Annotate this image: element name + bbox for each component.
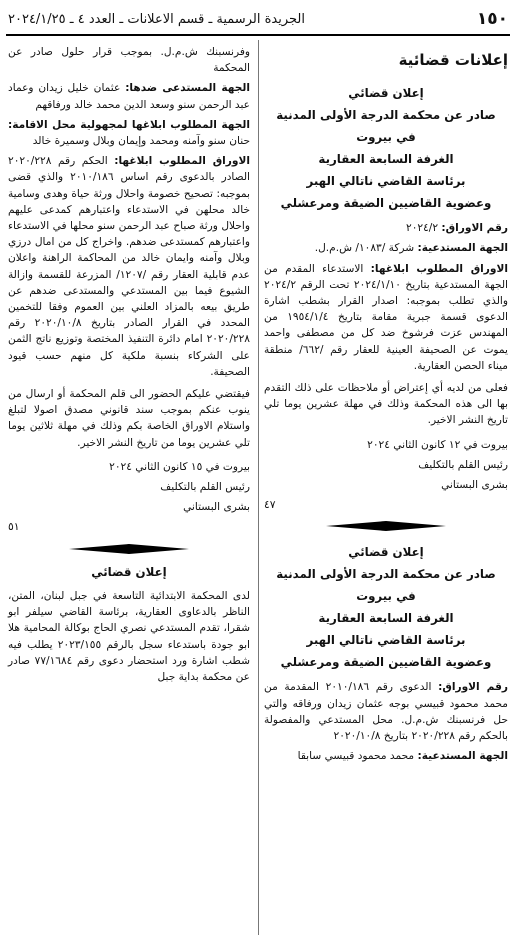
notice-3-text: لدى المحكمة الابتدائية التاسعة في جبل لبنان، المتن، الناظر بالدعاوى العقارية، برئاسة القاضي سيلفر ابو شقرا، تقدم المستدعي نصري الحاج بوكالة المحامية هلا ابو جودة باستدعاء سجل بالرقم ٢٠٢٣/١٥٥ يطلب فيه شطب اشارة ورد استحضار دعوى رقم ٧٧/١٦٨٤ صادر عن محكمة بداية جبل — [8, 589, 250, 683]
defendant-value: عثمان خليل زيدان وعماد عبد الرحمن سنو وسعد الدين محمد خالد ورفاقهم — [8, 82, 250, 111]
notice-number: ٤٧ — [264, 498, 276, 512]
notice-date: بيروت في ١٥ كانون الثاني ٢٠٢٤ — [109, 460, 250, 473]
file-text: الدعوى رقم ٢٠١٠/١٨٦ المقدمة من محمد محمود قبيسي بوجه عثمان زيدان ورفاقه والتي حل فرنسبنك ش.م.ل. محل المستدعي والمفصولة بالحكم رقم ٢٠٢٠/٢٢٨ بتاريخ ٢٠٢٠/١٠/٨ — [264, 681, 508, 743]
left-column — [8, 44, 250, 689]
ornament-diamond-icon — [326, 521, 446, 531]
instruction-text: فيقتضي عليكم الحضور الى قلم المحكمة أو ارسال من ينوب عنكم بموجب سند قانوني مصدق اصولا لتبلغ واستلام الاوراق الخاصة بكم وذلك في مهلة ثلاثين يوما تلي عشرين يوما من تاريخ النشر الاخير. — [8, 388, 250, 449]
file-label: رقم الاوراق: — [441, 222, 508, 235]
right-column — [264, 44, 508, 768]
title-line: الغرفة السابعة العقارية — [318, 611, 454, 626]
title-line: في بيروت — [356, 589, 416, 604]
title-line: إعلان قضائي — [348, 86, 424, 101]
title-line: صادر عن محكمة الدرجة الأولى المدنية — [276, 108, 496, 123]
title-line: برئاسة القاضي ناتالي الهبر — [306, 633, 466, 648]
served-party — [8, 117, 250, 149]
title-line: برئاسة القاضي ناتالي الهبر — [306, 174, 466, 189]
file-value: ٢٠٢٤/٢ — [406, 222, 439, 235]
plaintiff-label: الجهة المستدعية: — [417, 242, 508, 255]
title-line: الغرفة السابعة العقارية — [318, 152, 454, 167]
notice-2-title — [264, 541, 508, 673]
title-line: في بيروت — [356, 130, 416, 145]
page-number: ١٥٠ — [476, 9, 508, 29]
title-line: صادر عن محكمة الدرجة الأولى المدنية — [276, 567, 496, 582]
plaintiff — [264, 240, 508, 256]
file-label: رقم الاوراق: — [438, 681, 508, 694]
separator-ornament — [264, 521, 508, 531]
ornament-diamond-icon — [69, 544, 189, 554]
objection-text: فعلى من لديه أي إعتراض أو ملاحظات على ذلك التقدم بها الى هذه المحكمة وذلك في مهلة عشرين يوما تلي تاريخ النشر الاخير. — [264, 382, 508, 427]
continued-text: وفرنسبنك ش.م.ل. بموجب قرار حلول صادر عن المحكمة — [8, 46, 250, 75]
column-divider — [258, 40, 259, 935]
defendant-label: الجهة المستدعى ضدها: — [125, 82, 250, 95]
plaintiff-value: شركة /١٠٨٣/ ش.م.ل. — [314, 242, 415, 255]
signer-name: بشرى البستاني — [441, 479, 508, 492]
notice-number: ٥١ — [8, 520, 20, 534]
file-number — [264, 679, 508, 744]
signer-name: بشرى البستاني — [183, 501, 250, 514]
defendant — [8, 80, 250, 112]
notice-3 — [8, 564, 250, 685]
section-heading: إعلانات قضائية — [398, 51, 508, 69]
served-text: الاستدعاء المقدم من الجهة المستدعية بتاريخ ٢٠٢٤/١/١٠ تحت الرقم ٢٠٢٤/٢ والذي تطلب بموجبه: اصدار القرار بشطب اشارة الدعوى قسمة جبرية مقامة بتاريخ ١٩٥٤/١/٤ من المهندس عزت فرشوخ ضد كل من مصطفى واحمد يموت عن الصحيفة العينية للعقار رقم /٦٦٢/ منطقة ميناء الحصن العقارية. — [264, 262, 508, 372]
served-papers-label: الاوراق المطلوب ابلاغها: — [114, 155, 251, 168]
separator-ornament — [8, 544, 250, 554]
served-label: الاوراق المطلوب ابلاغها: — [370, 262, 508, 275]
served-party-label: الجهة المطلوب ابلاغها لمجهولية محل الاقامة: — [8, 118, 250, 131]
header-rule — [6, 34, 510, 36]
notice-1-title — [264, 82, 508, 214]
page-header — [8, 8, 508, 30]
title-line: وعضوية القاضيين الضيقة ومرعشلي — [280, 196, 492, 211]
journal-title: الجريدة الرسمية ـ قسم الاعلانات ـ العدد ٤ ـ ٢٠٢٤/١/٢٥ — [8, 11, 305, 27]
file-number — [264, 220, 508, 236]
served-papers — [8, 153, 250, 380]
notice-date: بيروت في ١٢ كانون الثاني ٢٠٢٤ — [367, 438, 508, 451]
served-papers-text: الحكم رقم ٢٠٢٠/٢٢٨ الصادر بالدعوى رقم اساس ٢٠١٠/١٨٦ والذي قضى بموجبه: تصحيح خصومة واحلال ورثة حياة وهدى وسامية خالد محلهن في الاستدعاء واعتبارهم كمدعى عليهم واحلال ورثة صباح عبد الرحمن سنو محلها في الاستدعاء واعتبارهم كمستدعى ضدهم. واخراج كل من امال درزي وبلال وآمنه وايمان خالد من المحاكمة الراهنة واعلان عدم قابلية العقار رقم /١٢٠٧/ المزرعة للقسمة وازالة الشيوع فيما بين المستدعي والمستدعى ضدهم عن طريق بيعه بالمزاد العلني بين العموم وفقا للتخمين المحدد في القرار الصادر بتاريخ ٢٠٢٠/١٠/٨ رقم ٢٠٢٠/٢٢٨ امام دائرة التنفيذ المختصة وتوزيع ناتج الثمن على الشركاء بنسبة ملكية كل منهم حسب قيود الصحيفة. — [8, 155, 250, 378]
notice-2 — [264, 541, 508, 764]
notice-1 — [264, 82, 508, 513]
served-papers — [264, 261, 508, 374]
plaintiff-label: الجهة المستدعية: — [417, 750, 508, 763]
signer-title: رئيس القلم بالتكليف — [160, 481, 250, 494]
title-line: وعضوية القاضيين الضيقة ومرعشلي — [280, 655, 492, 670]
title-line: إعلان قضائي — [348, 545, 424, 560]
signer-title: رئيس القلم بالتكليف — [418, 458, 508, 471]
served-party-value: حنان سنو وآمنه ومحمد وإيمان وبلال وسميرة خالد — [32, 135, 250, 148]
notice-3-title: إعلان قضائي — [91, 564, 167, 579]
plaintiff-value: محمد محمود قبيسي سابقا — [297, 750, 415, 763]
plaintiff — [264, 748, 508, 764]
